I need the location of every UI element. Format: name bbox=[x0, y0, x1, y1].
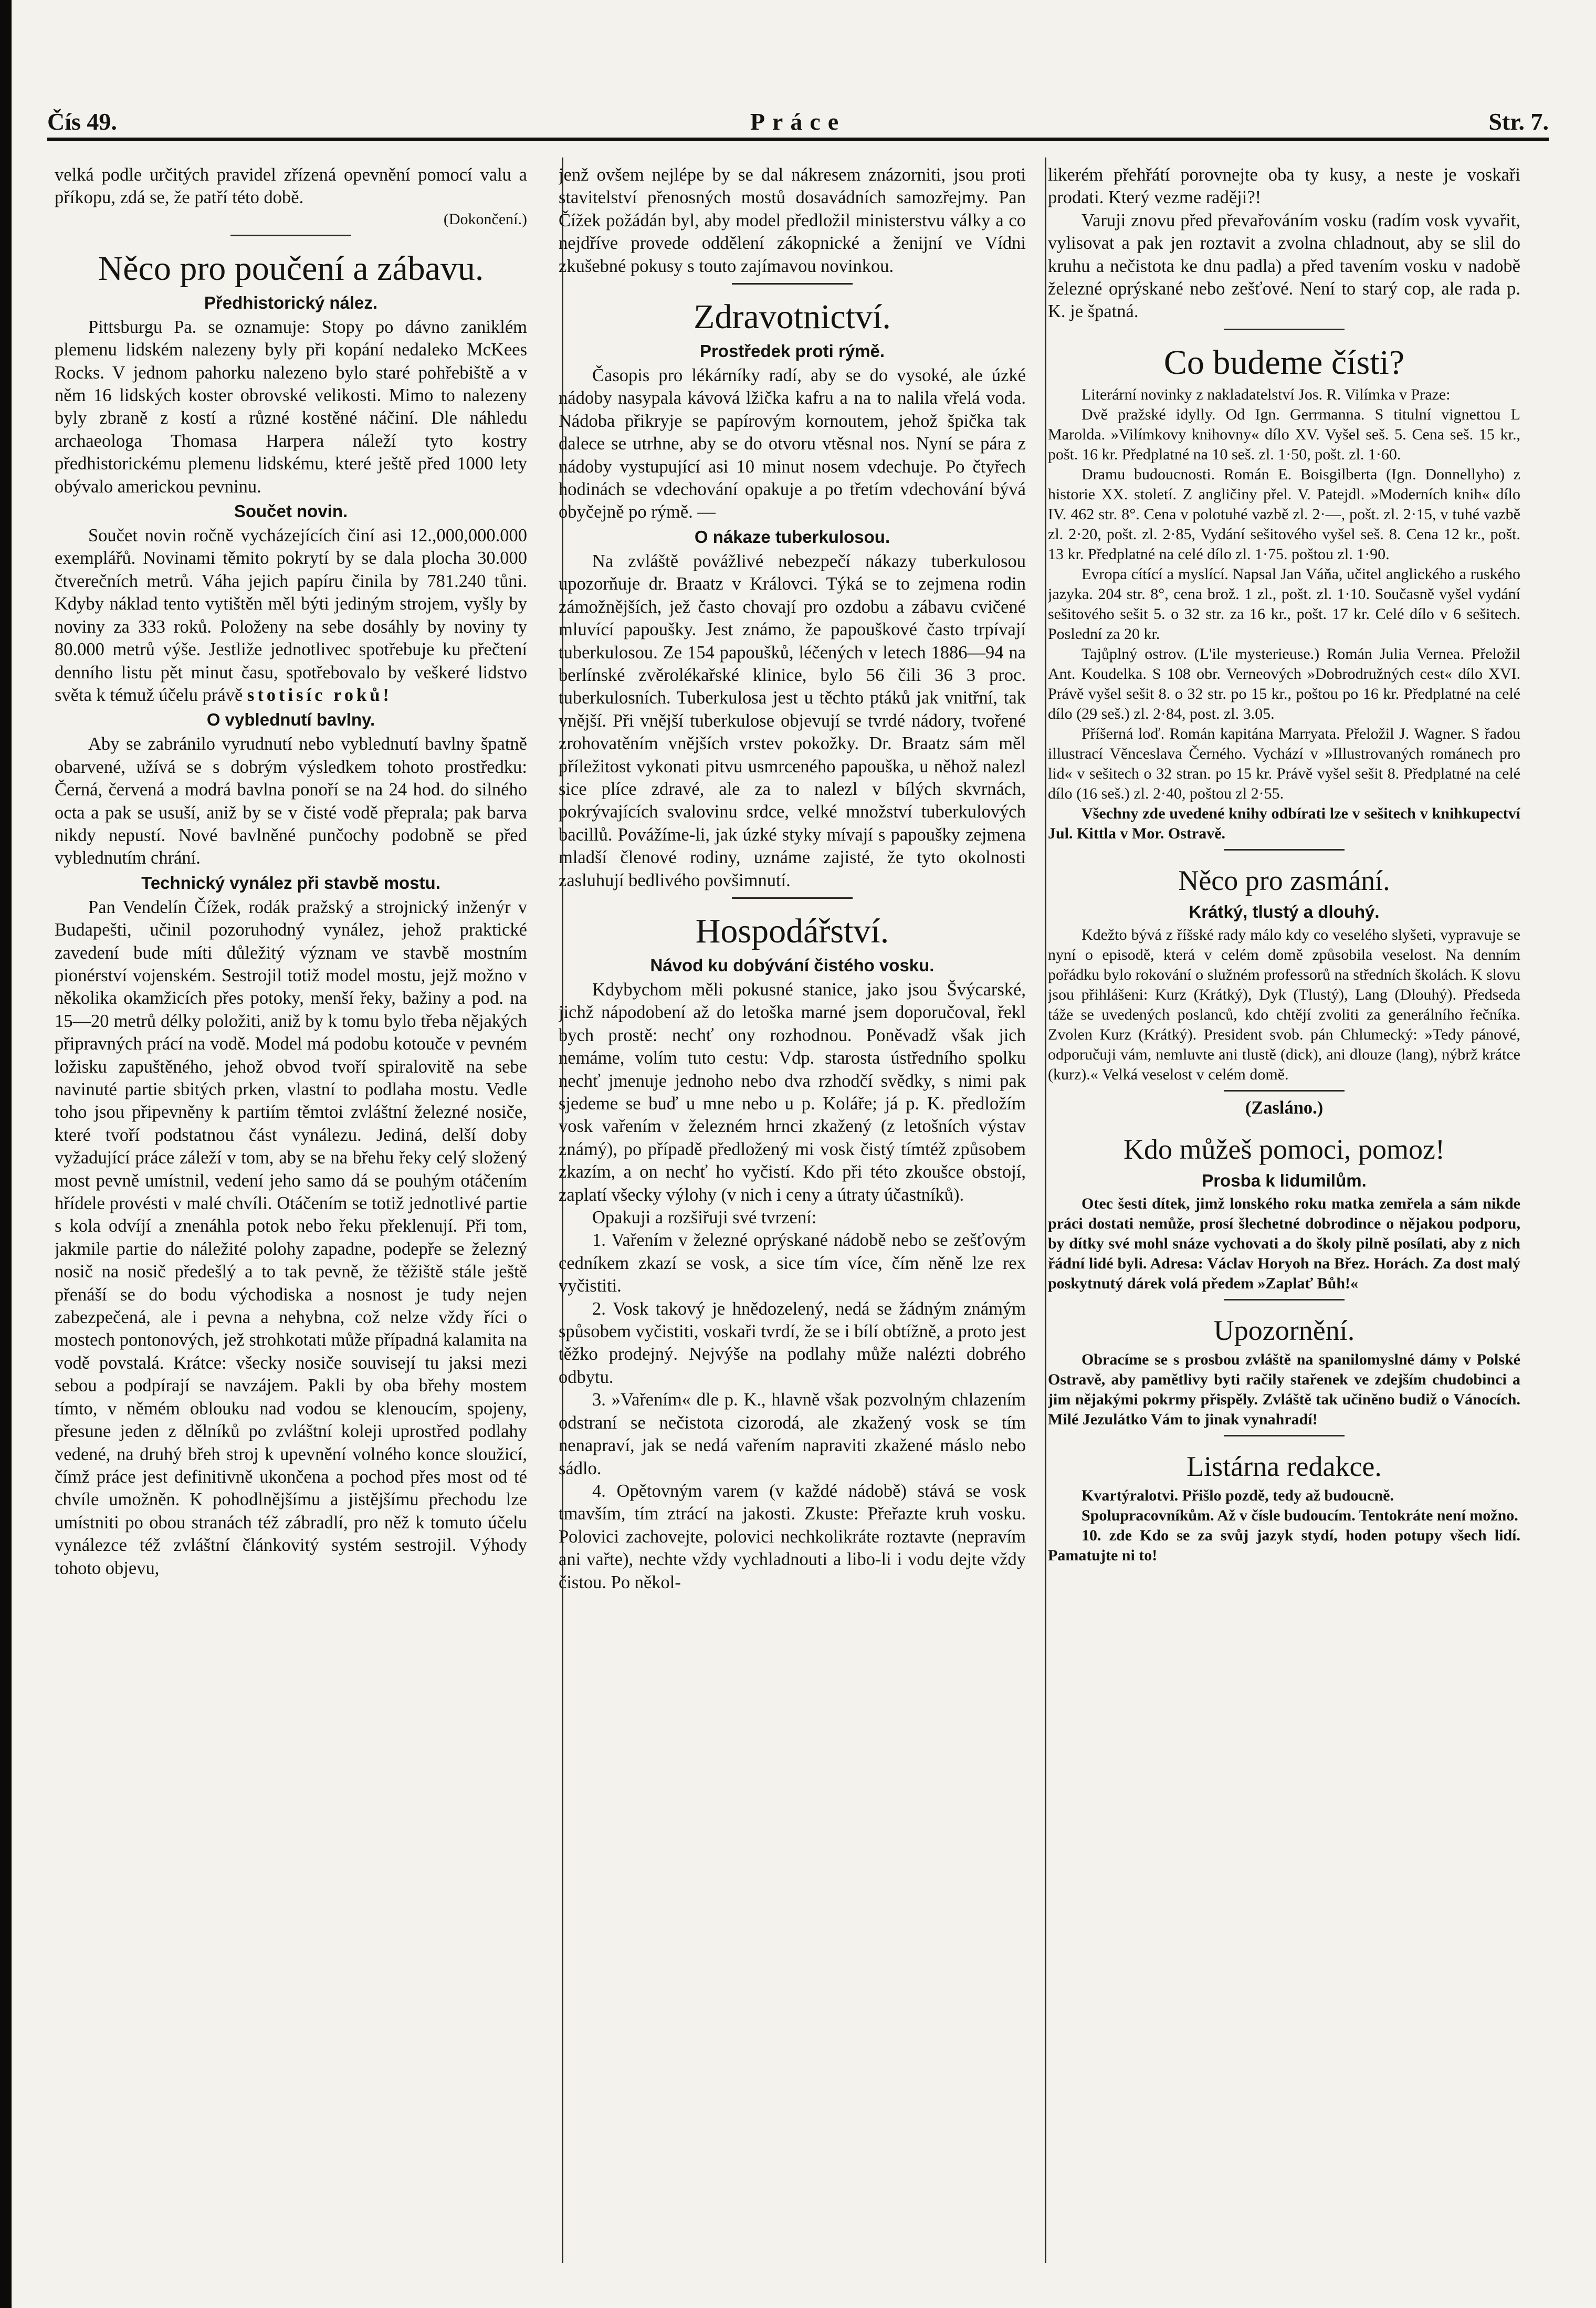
emphasis: stotisíc roků! bbox=[247, 685, 392, 705]
paragraph: 3. »Vařením« dle p. K., hlavně však pozvolným chlazením odstraní se nečistota cizorodá, ale zkažený vosk se tím nenapraví, jak se nedá vařením napraviti zkažené máslo nebo sádlo. bbox=[559, 1390, 1026, 1478]
section-heading: Něco pro poučení a zábavu. bbox=[98, 249, 484, 288]
paragraph: Pittsburgu Pa. se oznamuje: Stopy po dávno zaniklém plemenu lidském nalezeny byly při kopání nedaleko McKees Rocks. V jednom pahorku nalezeno bylo staré pohřebiště a v něm 16 lidských koster obrovské velikosti. Mimo to nalezeny byly zbraně z kostí a různé kostěné náčiní. Dle náhledu archaeologa Thomasa Harpera náleží tyto kostry předhistorickému plemenu lidskému, které ještě před 1000 lety obývalo americkou pevninu. bbox=[55, 317, 527, 497]
paragraph: velká podle určitých pravidel zřízená opevnění pomocí valu a příkopu, zdá se, že patří této době. bbox=[55, 165, 527, 208]
article-heading: Součet novin. bbox=[234, 501, 348, 521]
paragraph: Opakuji a rozšiřuji své tvrzení: bbox=[592, 1208, 817, 1228]
paragraph: 2. Vosk takový je hnědozelený, nedá se žádným známým spůsobem vyčistiti, voskaři tvrdí, že se i bílí obtížně, a proto jest těžko prodejný. Nejvýše na podlahy může nalézti dobrého odbytu. bbox=[559, 1298, 1026, 1387]
paragraph: likerém přehřátí porovnejte oba ty kusy, a neste je voskaři prodati. Který vezme raději?! bbox=[1048, 165, 1520, 208]
column-separator bbox=[1045, 158, 1046, 2263]
divider bbox=[1224, 1299, 1345, 1300]
submitted-label: (Zasláno.) bbox=[1245, 1097, 1324, 1118]
book-notice: Tajůplný ostrov. (L'ile mysterieuse.) Román Julia Vernea. Přeložil Ant. Koudelka. S 108 obr. Verneových »Dobrodružných cest« dílo XVI. Právě vyšel sešit 8. o 32 str. po 15 kr., poštou po 16 kr. Předplatné na celé dílo (29 seš.) zl. 2·84, post. zl. 3.05. bbox=[1048, 645, 1520, 722]
article-heading: Prosba k lidumilům. bbox=[1202, 1171, 1367, 1191]
divider bbox=[230, 235, 351, 236]
paragraph: Otec šesti dítek, jimž lonského roku matka zemřela a sám nikde práci dostati nemůže, prosí šlechetné dobrodince o nějakou podporu, by dítky své mohl snáze vychovati a do školy pilně posílati, aby z nich řádní lidé byli. Adresa: Václav Horyoh na Břez. Horách. Za dost malý poskytnutý dárek volá předem »Zaplať Bůh!« bbox=[1048, 1195, 1520, 1293]
book-notice: Evropa cítící a myslící. Napsal Jan Váňa, učitel anglického a ruského jazyka. 204 str. 8°, cena brož. 1 zl., pošt. zl. 1·10. Současně vyšel vydání sešitového sešit 5. o 32 str. za 16 kr., pošt. 17 kr. Celé dílo v 6 sešitech. Poslední za 20 kr. bbox=[1048, 565, 1520, 643]
section-heading: Zdravotnictví. bbox=[694, 298, 891, 337]
paragraph: Kdežto bývá z říšské rady málo kdy co veselého slyšeti, vypravuje se nyní o episodě, která v celém domě způsobila veselost. Na denním pořádku bylo rokování o služném professorů na středních školách. K slovu jsou přihlášeni: Kurz (Krátký), Dyk (Tlustý), Lang (Dlouhý). Předseda táže se uvedených poslanců, kdo chtějí zvoliti za generálního řečníka. Zvolen Kurz (Krátký). President svob. pán Chlumecký: »Tedy pánové, odporučuji vám, nemluvte ani tlustě (dick), ani dlouze (lang), nýbrž krátce (kurz).« Velká veselost v celém domě. bbox=[1048, 926, 1520, 1083]
paragraph: jenž ovšem nejlépe by se dal nákresem znázorniti, jsou proti stavitelství přenosných mostů dosavádních samozřejmy. Pan Čížek požádán byl, aby model předložil ministerstvu války a co nejdříve provede oddělení zákopnické a ženijní ve Vídni zkušebné pokusy s touto zajímavou novinkou. bbox=[559, 165, 1026, 276]
article-heading: Předhistorický nález. bbox=[204, 292, 378, 312]
column-3 bbox=[1048, 164, 1520, 2259]
paragraph-text: Součet novin ročně vycházejících činí asi 12.,000,000.000 exemplářů. Novinami těmito pokrytí by se dala plocha 30.000 čtverečních metrů. Váha jejich papíru činila by 781.240 tůni. Kdyby náklad tento vytištěn měl býti jediným strojem, vyšly by noviny za 333 roků. Položeny na sebe dosáhly by noviny ty 80.000 metrů výše. Jestliže jednotlivec spotřebuje ku přečtení denního listu pět minut času, spotřebovalo by veškeré lidstvo světa k témuž účelu právě bbox=[55, 526, 527, 705]
paragraph: Všechny zde uvedené knihy odbírati lze v sešitech v knihkupectví Jul. Kittla v Mor. Ostravě. bbox=[1048, 804, 1520, 842]
book-notice: Dramu budoucnosti. Román E. Boisgilberta (Ign. Donnellyho) z historie XX. století. Z angličiny přel. V. Patejdl. »Moderních knih« dílo IV. 462 str. 8°. Cena v polotuhé vazbě zl. 2·—, pošt. zl. 2·15, v tuhé vazbě zl. 2·20, pošt. zl. 2·85, Vydání sešitového vyšel seš. 8. Cena 12 kr., pošt. 13 kr. Předplatné na celé dílo zl. 1·75. poštou zl. 1·90. bbox=[1048, 465, 1520, 563]
section-heading: Co budeme čísti? bbox=[1163, 343, 1405, 382]
paragraph: Obracíme se s prosbou zvláště na spanilomyslné dámy v Polské Ostravě, aby pamětlivy byti račily stařenek ve zdejším chudobinci a jim nějakými pokrmy přispěly. Zvláště tak učiněno budiž o Vánocích. Milé Jezulátko Vám to jinak vynahradí! bbox=[1048, 1351, 1520, 1429]
book-notice: Příšerná loď. Román kapitána Marryata. Přeložil J. Wagner. S řadou illustrací Věnceslava Černého. Vychází v »Illustrovaných románech pro lid« v sešitech o 32 stran. po 15 kr. Právě vyšel sešit 8. Předplatné na celé dílo (16 seš.) zl. 2·40, poštou zl 2·55. bbox=[1048, 725, 1520, 802]
paragraph: Literární novinky z nakladatelství Jos. R. Vilímka v Praze: bbox=[1082, 385, 1451, 403]
section-heading: Upozornění. bbox=[1213, 1315, 1355, 1347]
paragraph: Aby se zabránilo vyrudnutí nebo vyblednutí bavlny špatně obarvené, užívá se s dobrým výsledkem tohoto prostředku: Černá, červená a modrá bavlna ponoří se na 24 hod. do silného octa a pak se usuší, aniž by se v čisté vodě přeprala; pak barva nikdy nepustí. Nové bavlněné punčochy podobně se před vyblednutím chrání. bbox=[55, 734, 527, 868]
section-heading: Něco pro zasmání. bbox=[1178, 864, 1390, 896]
paragraph: Pan Vendelín Čížek, rodák pražský a strojnický inženýr v Budapešti, učinil pozoruhodný vynález, jehož praktické zavedení bude míti důležitý význam ve stavbě mostním pionérství vojenském. Sestrojil totiž model mostu, jejž možno v několika okamžicích přes potoky, menší řeky, bažiny a pod. na 15—20 metrů délky položiti, aniž by k tomu bylo třeba nějakých připravných prácí na vodě. Model má podobu kotouče v pevném ložisku zapuštěného, jehož obvod tvoří spiralovitě na sebe navinuté partie sbitých prken, vlastní to podlaha mostu. Vedle toho jsou připevněny k partiím těmtoi zvláštní železné nosiče, které tvoří podstatnou část vynálezu. Jediná, delší doby vyžadující práce záleží v tom, aby se na břehu řeky celý složený most pevně umístnil, vedení jeho samo dá se pouhým otáčením hřídele provésti v malé chvíli. Otáčením se totiž jednotlivé partie s kola odvíjí a znenáhla potok nebo řeku překlenují. Při tom, jakmile partie do náležité polohy zapadne, podepře se železný nosič na nosič předešlý a to tak pevně, že těžiště stále ještě přenáší se do bodu východiska a nosnost je tudy nejen zabezpečená, ale i pevna a nehybna, což nelze vždy říci o mostech pontonových, jež strohkotati může případná kalamita na vodě povstalá. Krátce: všecky nosiče souvisejí tu jaksi mezi sebou a podpírají se navzájem. Pakli by oba břehy mostem tímto, v němém oblouku nad vodou se klenoucím, spojeny, přesune jeden z dělníků po zvláštní koleji uprostřed podlahy vedené, na druhý břeh stroj k upevnění volného konce sloužicí, čímž práce jest definitivně ukončena a pochod přes most od té chvíle umožněn. K pohodlnějšímu a jistějšímu přechodu lze umístniti po obou stranách též zábradlí, pro něž k tomuto účelu vynálezce též zvláštní článkovitý systém sestrojil. Výhody tohoto objevu, bbox=[55, 897, 527, 1578]
paragraph: Varuji znovu před převařováním vosku (radím vosk vyvařit, vylisovat a pak jen roztavit a zvolna chladnout, aby se slil do kruhu a nečistota ke dnu padla) a před tavením vosku v nadobě železné oprýskané nebo zešťové. Není to starý cop, ale rada p. K. je špatná. bbox=[1048, 210, 1520, 322]
header-rule bbox=[47, 138, 1549, 141]
divider bbox=[1224, 1090, 1345, 1092]
section-heading: Listárna redakce. bbox=[1186, 1451, 1382, 1483]
divider bbox=[732, 283, 853, 285]
book-notice: Dvě pražské idylly. Od Ign. Gerrmanna. S titulní vignettou L Marolda. »Vilímkovy knihovny« dílo XV. Vyšel seš. 5. Cena seš. 15 kr., pošt. 16 kr. Předplatné na 10 seš. zl. 1·50, pošt. zl. 1·60. bbox=[1048, 405, 1520, 463]
section-heading: Hospodářství. bbox=[695, 911, 889, 950]
divider bbox=[1224, 1435, 1345, 1436]
divider bbox=[1224, 329, 1345, 330]
page-number: Str. 7. bbox=[1488, 108, 1549, 135]
article-heading: Návod ku dobývání čistého vosku. bbox=[650, 955, 934, 975]
column-2 bbox=[559, 164, 1026, 2259]
paragraph: Kdybychom měli pokusné stanice, jako jsou Švýcarské, jichž nápodobení až do letoška marné jsem doporučoval, řekl bych prostě: nechť ony rozhodnou. Poněvadž však jich nemáme, volím tuto cestu: Vdp. starosta ústředního spolku nechť jmenuje jednoho nebo dva rzhodčí svědky, s nimi pak sjedeme se buď u mne nebo u p. Koláře; já p. K. předložím vosk vařením v železném hrnci zkažený (z letošních výstav známý), po případě předložený mi vosk čistý tímtéž způsobem zkazím, a on nechť ho vyčistí. Kdo při této zkoušce obstojí, zaplatí všecky výlohy (v nich i ceny a útraty účastníků). bbox=[559, 979, 1026, 1205]
section-heading: Kdo můžeš pomoci, pomoz! bbox=[1124, 1134, 1445, 1166]
editorial-note: Kvartýralotvi. Přišlo pozdě, tedy až budoucně. bbox=[1082, 1487, 1394, 1505]
paragraph: 1. Vařením v železné oprýskané nádobě nebo se zešťovým cedníkem zkazí se vosk, a sice tím více, čím něně lze rex vyčistiti. bbox=[559, 1230, 1026, 1296]
column-1 bbox=[55, 164, 527, 2259]
paragraph bbox=[55, 524, 527, 707]
article-heading: O nákaze tuberkulosou. bbox=[694, 527, 890, 547]
paragraph: Na zvláště povážlivé nebezpečí nákazy tuberkulosou upozorňuje dr. Braatz v Královci. Týká se to zejmena rodin zámožnějších, jež často chovají pro ozdobu a zábavu cvičené mluvící papoušky. Jest známo, že papouškové často trpívají tuberkulosou. Ze 154 papoušků, léčených v letech 1886—94 na berlínské zvěrolékařské klinice, bylo 56 čili 36 3 proc. tuberkulosních. Tuberkulosa jest u těchto ptáků jak vnitřní, tak vnější. Při vnější tuberkulose objevují se tvrdé nádory, tvořené zrohovatěním vnějších vrstev pokožky. Dr. Braatz sám měl příležitost vykonati pitvu usmrceného papouška, u něhož nalezl sice plíce zdravé, ale za to nalezl v bílých skvrnách, pokrývajících svalovinu srdce, velké množství tuberkulových bacillů. Povážíme-li, jak úzké styky mívají s papoušky zejmena mladší členové rodiny, uznáme zajisté, že tyto okolnosti zasluhují bedlivého povšimnutí. bbox=[559, 551, 1026, 890]
editorial-note: Spolupracovníkům. Až v čísle budoucím. Tentokráte není možno. bbox=[1082, 1507, 1518, 1525]
divider bbox=[1224, 849, 1345, 851]
newspaper-title: Práce bbox=[750, 108, 846, 135]
editorial-note: 10. zde Kdo se za svůj jazyk stydí, hoden potupy všech lidí. Pamatujte ni to! bbox=[1048, 1527, 1520, 1565]
article-heading: Prostředek proti rýmě. bbox=[699, 341, 885, 361]
article-heading: O vyblednutí bavlny. bbox=[206, 710, 375, 730]
continuation-note: (Dokončení.) bbox=[443, 210, 527, 228]
article-heading: Krátký, tlustý a dlouhý. bbox=[1189, 901, 1380, 921]
divider bbox=[732, 897, 853, 899]
paragraph: Časopis pro lékárníky radí, aby se do vysoké, ale úzké nádoby nasypala kávová lžička kafru a na to nalila vřelá voda. Nádoba přikryje se papírovým kornoutem, jehož špička tak dalece se utrhne, aby se do otvoru vtěsnal nos. Nyní se pára z nádoby vystupující asi 10 minut nosem vdechuje. Po čtyřech hodinách se vdechování opakuje a po třetím vdechování bývá obyčejně po rýmě. — bbox=[559, 365, 1026, 522]
issue-number: Čís 49. bbox=[47, 108, 117, 135]
paragraph: 4. Opětovným varem (v každé nádobě) stává se vosk tmavším, tím ztrácí na jakosti. Zkuste: Přeřazte kruh vosku. Polovici zachovejte, polovici nechkolikráte roztavte (nepravím ani vařte), nechte vždy vychladnouti a libo-li i vodu dejte vždy čistou. Po někol- bbox=[559, 1481, 1026, 1592]
article-heading: Technický vynález při stavbě mostu. bbox=[141, 873, 440, 893]
